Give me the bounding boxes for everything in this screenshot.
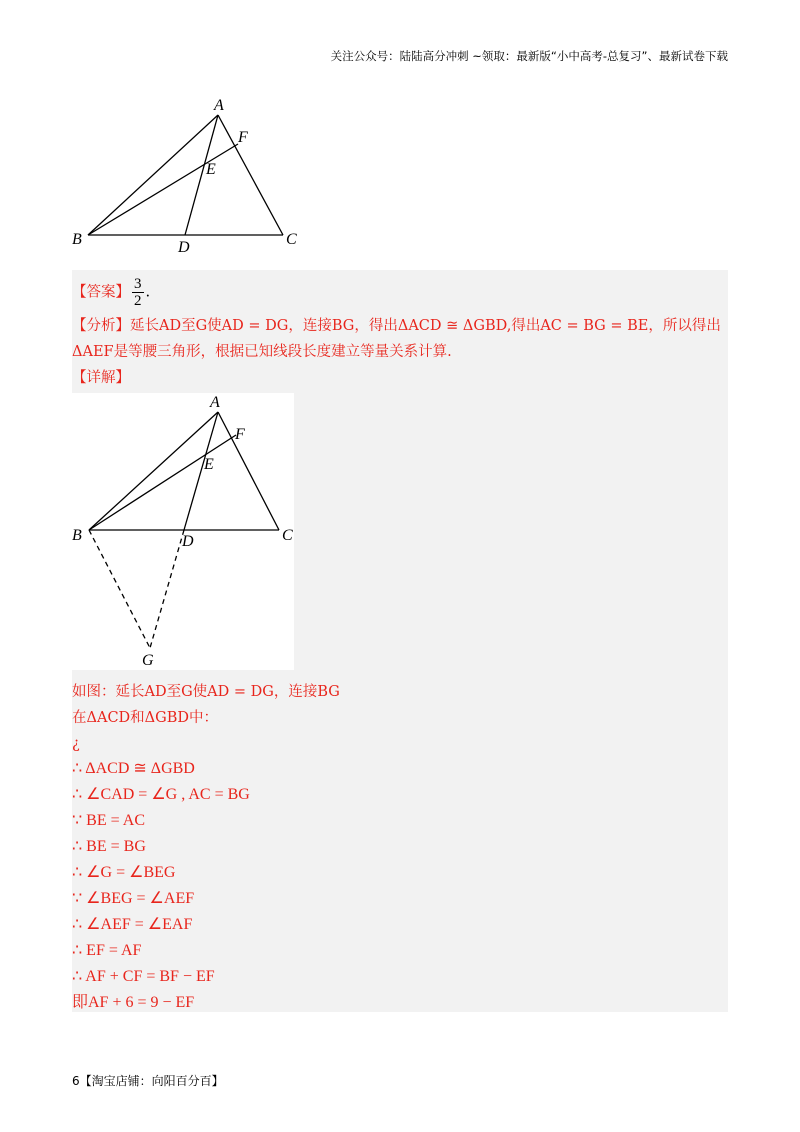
solution-step-8: ∴ EF = AF: [72, 942, 142, 959]
analysis-line-2: ΔAEF是等腰三角形，根据已知线段长度建立等量关系计算.: [72, 344, 452, 360]
analysis-line-1: [72, 316, 721, 336]
analysis-tag: 【分析】: [72, 318, 130, 334]
answer-trail: .: [145, 284, 151, 301]
solution-step-7: ∴ ∠AEF = ∠EAF: [72, 916, 193, 933]
solution-step-4: ∴ BE = BG: [72, 838, 146, 855]
label-f: F: [238, 129, 248, 146]
label-a: A: [210, 394, 220, 411]
side-ab: [88, 115, 218, 235]
answer-line: [72, 276, 150, 309]
label-c: C: [286, 231, 297, 248]
segment-dg: [150, 530, 184, 648]
solution-step-1: ∴ ΔACD ≅ ΔGBD: [72, 760, 195, 777]
solution-step-2: ∴ ∠CAD = ∠G , AC = BG: [72, 786, 250, 803]
page-footer: 6【淘宝店铺：向阳百分百】: [72, 1074, 224, 1088]
label-e: E: [206, 161, 216, 178]
label-a: A: [214, 97, 224, 114]
triangle-figure-2: [72, 393, 294, 670]
solution-step-6: ∵ ∠BEG = ∠AEF: [72, 890, 195, 907]
label-d: D: [182, 533, 194, 550]
label-d: D: [178, 239, 190, 256]
answer-denominator: 2: [134, 293, 142, 309]
triangle-figure-1: [66, 94, 316, 259]
segment-bf: [88, 144, 238, 235]
side-ab: [89, 412, 218, 530]
answer-numerator: 3: [134, 276, 142, 292]
analysis-text-1: 延长AD至G使AD = DG，连接BG，得出ΔACD ≅ ΔGBD,得出AC = BG = BE，所以得出: [130, 318, 721, 334]
solution-placeholder: ¿: [72, 736, 80, 752]
segment-bf: [89, 435, 236, 530]
label-c: C: [282, 527, 293, 544]
answer-fraction: [132, 276, 144, 309]
figure-2-panel: [72, 393, 294, 670]
solution-step-3: ∵ BE = AC: [72, 812, 145, 829]
answer-tag: 【答案】: [72, 284, 130, 301]
label-e: E: [204, 456, 214, 473]
side-ac: [218, 412, 279, 530]
label-g: G: [142, 652, 154, 669]
page-header: 关注公众号：陆陆高分冲刺 ~领取：最新版“小中高考-总复习”、最新试卷下载: [330, 49, 728, 63]
label-b: B: [72, 231, 82, 248]
detail-tag: 【详解】: [72, 370, 130, 386]
solution-intro-1: 如图：延长AD至G使AD = DG，连接BG: [72, 684, 340, 700]
side-ac: [218, 115, 283, 235]
label-b: B: [72, 527, 82, 544]
solution-step-5: ∴ ∠G = ∠BEG: [72, 864, 176, 881]
solution-step-9: ∴ AF + CF = BF − EF: [72, 968, 215, 985]
solution-last: 即AF + 6 = 9 − EF: [72, 994, 195, 1011]
label-f: F: [235, 426, 245, 443]
solution-intro-2: 在ΔACD和ΔGBD中：: [72, 710, 218, 726]
segment-bg: [89, 530, 150, 648]
